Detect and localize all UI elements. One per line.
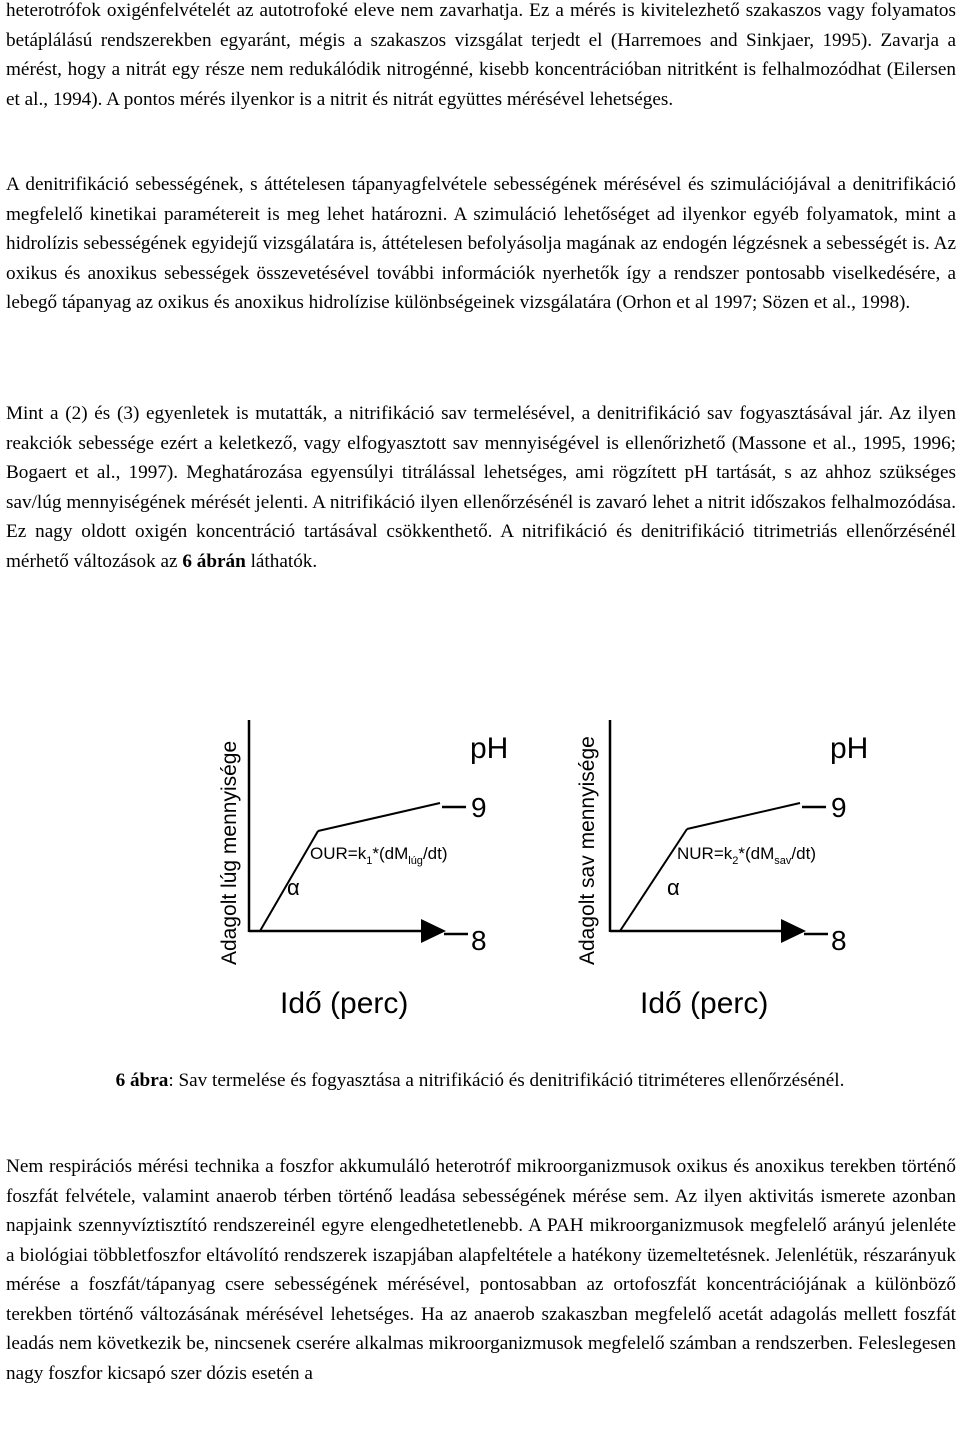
figure-reference: 6 ábrán [182,550,246,572]
figure-6-diagram [0,700,960,1030]
right-y-axis-label: Adagolt sav mennyisége [576,736,599,965]
figure-caption [0,1066,960,1096]
right-rate-line-flat [687,803,800,829]
right-ph-8: 8 [831,925,847,956]
left-ph-8: 8 [471,925,487,956]
paragraph-4: Nem respirációs mérési technika a foszfor akkumuláló heterotróf mikroorganizmusok oxikus és anoxikus terekben történő foszfát felvétele, valamint anaerob térben történő leadása sebességének mérése sem. Az ilyen aktivitás ismerete azonban napjaink szennyvíztisztító rendszereinél egyre elengedhetetlenebb. A PAH mikroorganizmusok megfelelő arányú jelenléte a biológiai többletfoszfor eltávolító rendszerek iszapjában alapfeltétele a hatékony üzemeltetésnek. Jelenlétük, részarányuk mérése a foszfát/tápanyag csere sebességének mérésével, pontosabban az ortofoszfát koncentrációjának a különböző terekben történő változásának mérésével lehetséges. Ha az anaerob szakaszban megfelelő acetát adagolás mellett foszfát leadás nem következik be, nincsenek cserére alkalmas mikroorganizmusok megfelelő számban a rendszerben. Feleslegesen nagy foszfor kicsapó szer dózis esetén a [6,1156,956,1384]
paragraph-3-end: láthatók. [245,550,318,572]
caption-label: 6 ábra [115,1070,169,1091]
left-ph-9: 9 [471,792,487,823]
left-ph-label: pH [470,732,509,765]
paragraph-2: A denitrifikáció sebességének, s áttételesen tápanyagfelvétele sebességének mérésével és szimulációjával a denitrifikáció megfelelő kinetikai paramétereit is meg lehet határozni. A szimuláció lehetőséget ad ilyenkor egyéb folyamatok, mint a hidrolízis sebességének egyidejű vizsgálatára is, áttételesen befolyásolja magának az endogén légzésnek a sebességét is. Az oxikus és anoxikus sebességek összevetésével további információk nyerhetők így a rendszer pontosabb viselkedésére, a lebegő tápanyag az oxikus és anoxikus hidrolízise különbségeinek vizsgálatára (Orhon et al 1997; Sözen et al., 1998). [6,174,956,313]
right-ph-9: 9 [831,792,847,823]
left-y-axis-label: Adagolt lúg mennyisége [218,740,241,965]
left-panel [218,720,508,1020]
left-alpha-label: α [287,875,300,900]
paragraph-1: heterotrófok oxigénfelvételét az autotrofoké eleve nem zavarhatja. Ez a mérés is kivitelezhető szakaszos vagy folyamatos betáplálású rendszerekben egyaránt, mégis a szakaszos vizsgálat terjedt el (Harremoes and Sinkjaer, 1995). Zavarja a mérést, hogy a nitrát egy része nem redukálódik nitrogénné, kisebb koncentrációban nitritként is felhalmozódhat (Eilersen et al., 1994). A pontos mérés ilyenkor is a nitrit és nitrát együttes mérésével lehetséges. [6,0,956,110]
right-alpha-label: α [667,875,680,900]
right-arrow-head [781,919,806,943]
left-x-axis-label: Idő (perc) [280,987,409,1020]
left-arrow-head [421,919,446,943]
right-panel [576,720,868,1020]
caption-text: : Sav termelése és fogyasztása a nitrifikáció és denitrifikáció titriméteres ellenőrzésénél. [168,1070,845,1091]
figure-6 [0,700,960,1030]
paragraph-3 [6,399,956,576]
right-x-axis-label: Idő (perc) [640,987,769,1020]
left-rate-line-flat [318,803,440,831]
paragraph-3-text: Mint a (2) és (3) egyenletek is mutatták, a nitrifikáció sav termelésével, a denitrifikáció sav fogyasztásával jár. Az ilyen reakciók sebessége ezért a keletkező, vagy elfogyasztott sav mennyiségével is ellenőrizhető (Massone et al., 1995, 1996; Bogaert et al., 1997). Meghatározása egyensúlyi titrálással lehetséges, ami rögzített pH tartását, s az ahhoz szükséges sav/lúg mennyiségének mérését jelenti. A nitrifikáció ilyen ellenőrzésénél is zavaró lehet a nitrit időszakos felhalmozódása. Ez nagy oldott oxigén koncentráció tartásával csökkenthető. A nitrifikáció és denitrifikáció titrimetriás ellenőrzésénél mérhető változások az [6,403,956,572]
right-ph-label: pH [830,732,869,765]
right-rate-formula: $NUR=k_2*(dM_{sav}/dt)$ [677,844,816,867]
left-rate-formula: $OUR=k_1*(dM_{lúg}/dt)$ [310,844,448,867]
